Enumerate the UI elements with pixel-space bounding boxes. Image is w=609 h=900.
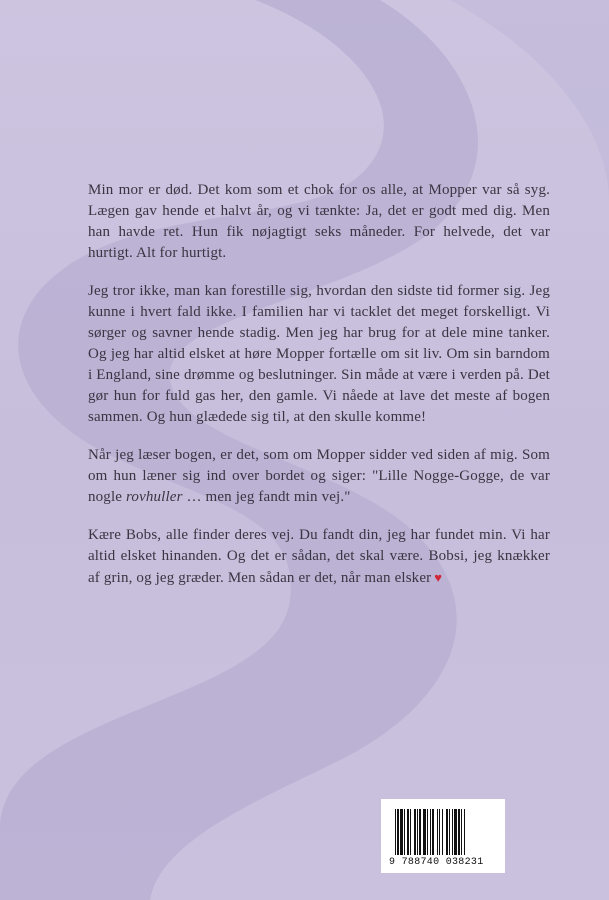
barcode-bar: [414, 809, 416, 855]
barcode-bar: [452, 809, 453, 855]
barcode-bar: [407, 809, 409, 855]
barcode-bar: [395, 809, 396, 855]
paragraph-4: [88, 525, 550, 589]
barcode-bar: [417, 809, 418, 855]
barcode-bar: [449, 809, 450, 855]
barcode-bar: [400, 809, 403, 855]
paragraph-3: [88, 445, 550, 508]
barcode-bar: [404, 809, 405, 855]
barcode-number: 9 788740 038231: [389, 857, 484, 868]
barcode-bar: [419, 809, 421, 855]
barcode-bar: [464, 809, 465, 855]
barcode-bar: [432, 809, 434, 855]
barcode-bar: [439, 809, 440, 855]
paragraph-4-text: Kære Bobs, alle finder deres vej. Du fandt din, jeg har fundet min. Vi har altid elsket hinanden. Og det er sådan, det skal være. Bobsi, jeg knækker af grin, og jeg græder. Men sådan er det, når man elsker: [88, 527, 550, 586]
heart-icon: ♥: [434, 570, 443, 585]
paragraph-3-end: … men jeg fandt min vej.": [182, 489, 351, 505]
barcode-bar: [442, 809, 443, 855]
back-cover-text: [88, 180, 550, 606]
barcode-bar: [437, 809, 438, 855]
barcode-bar: [423, 809, 426, 855]
italic-word: rovhuller: [125, 489, 183, 505]
barcode-bar: [397, 809, 399, 855]
barcode-bar: [461, 809, 462, 855]
paragraph-2: Jeg tror ikke, man kan forestille sig, hvordan den sidste tid former sig. Jeg kunne i hvert fald ikke. I familien har vi tacklet det meget forskelligt. Vi sørger og savner hende stadig. Men jeg har brug for at dele mine tanker. Og jeg har altid elsket at høre Mopper fortælle om sit liv. Om sin barndom i England, sine drømme og beslutninger. Sin måde at være i verden på. Det gør hun for fuld gas her, den gamle. Vi nåede at lave det meste af bogen sammen. Og hun glædede sig til, at den skulle komme!: [88, 283, 550, 425]
paragraph-3-start: Når jeg læser bogen, er det, som om Mopper sidder ved siden af mig. Som om hun læner sig ind over bordet og siger: "Lille Nogge-Gogge, de var nogle: [88, 447, 550, 505]
isbn-barcode: [381, 799, 505, 873]
barcode-bar: [446, 809, 448, 855]
barcode-bar: [430, 809, 431, 855]
barcode-bar: [458, 809, 460, 855]
barcode-bar: [427, 809, 428, 855]
barcode-bar: [454, 809, 457, 855]
paragraph-1: Min mor er død. Det kom som et chok for os alle, at Mopper var så syg. Lægen gav hende et halvt år, og vi tænkte: Ja, det er godt med dig. Men han havde ret. Hun fik nøjagtigt seks måneder. For helvede, det var hurtigt. Alt for hurtigt.: [88, 182, 550, 261]
barcode-bar: [410, 809, 411, 855]
